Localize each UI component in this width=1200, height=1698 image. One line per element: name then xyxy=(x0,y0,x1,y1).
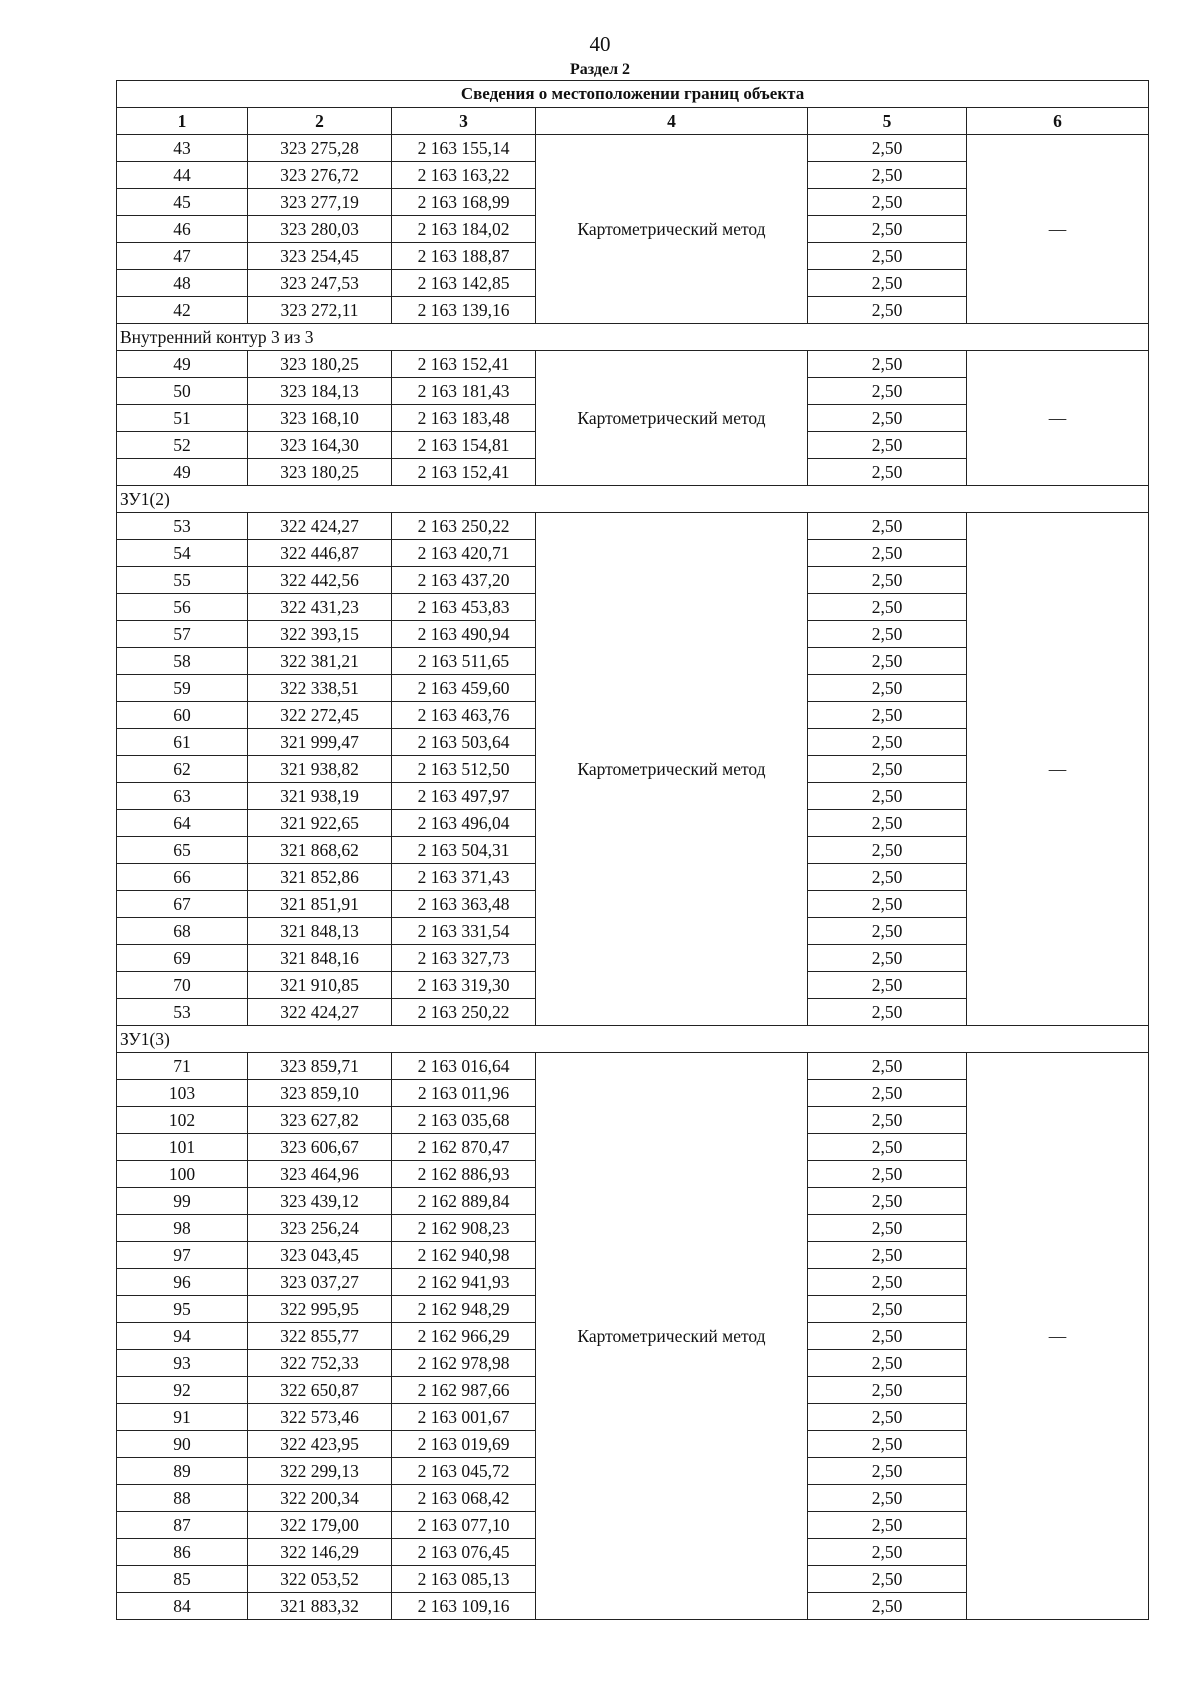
point-number-cell: 64 xyxy=(117,810,248,837)
accuracy-cell: 2,50 xyxy=(808,243,967,270)
x-coordinate-cell: 321 938,19 xyxy=(248,783,392,810)
accuracy-cell: 2,50 xyxy=(808,513,967,540)
y-coordinate-cell: 2 163 511,65 xyxy=(392,648,536,675)
x-coordinate-cell: 322 381,21 xyxy=(248,648,392,675)
y-coordinate-cell: 2 163 142,85 xyxy=(392,270,536,297)
x-coordinate-cell: 323 439,12 xyxy=(248,1188,392,1215)
x-coordinate-cell: 321 851,91 xyxy=(248,891,392,918)
point-number-cell: 97 xyxy=(117,1242,248,1269)
x-coordinate-cell: 321 868,62 xyxy=(248,837,392,864)
method-cell: Картометрический метод xyxy=(536,351,808,486)
x-coordinate-cell: 322 272,45 xyxy=(248,702,392,729)
x-coordinate-cell: 323 280,03 xyxy=(248,216,392,243)
y-coordinate-cell: 2 162 940,98 xyxy=(392,1242,536,1269)
x-coordinate-cell: 322 442,56 xyxy=(248,567,392,594)
x-coordinate-cell: 322 200,34 xyxy=(248,1485,392,1512)
y-coordinate-cell: 2 163 250,22 xyxy=(392,999,536,1026)
x-coordinate-cell: 322 855,77 xyxy=(248,1323,392,1350)
x-coordinate-cell: 321 910,85 xyxy=(248,972,392,999)
accuracy-cell: 2,50 xyxy=(808,1377,967,1404)
y-coordinate-cell: 2 163 497,97 xyxy=(392,783,536,810)
table-row xyxy=(117,135,1149,162)
y-coordinate-cell: 2 162 987,66 xyxy=(392,1377,536,1404)
accuracy-cell: 2,50 xyxy=(808,1134,967,1161)
accuracy-cell: 2,50 xyxy=(808,1242,967,1269)
y-coordinate-cell: 2 163 019,69 xyxy=(392,1431,536,1458)
x-coordinate-cell: 322 431,23 xyxy=(248,594,392,621)
x-coordinate-cell: 321 883,32 xyxy=(248,1593,392,1620)
accuracy-cell: 2,50 xyxy=(808,1431,967,1458)
accuracy-cell: 2,50 xyxy=(808,729,967,756)
x-coordinate-cell: 323 859,10 xyxy=(248,1080,392,1107)
point-number-cell: 51 xyxy=(117,405,248,432)
column-header-6: 6 xyxy=(967,108,1149,135)
accuracy-cell: 2,50 xyxy=(808,1539,967,1566)
point-number-cell: 49 xyxy=(117,459,248,486)
point-number-cell: 94 xyxy=(117,1323,248,1350)
accuracy-cell: 2,50 xyxy=(808,594,967,621)
point-number-cell: 99 xyxy=(117,1188,248,1215)
accuracy-cell: 2,50 xyxy=(808,1161,967,1188)
description-cell: — xyxy=(967,351,1149,486)
contour-label: ЗУ1(3) xyxy=(117,1026,1149,1053)
accuracy-cell: 2,50 xyxy=(808,945,967,972)
y-coordinate-cell: 2 163 331,54 xyxy=(392,918,536,945)
accuracy-cell: 2,50 xyxy=(808,918,967,945)
accuracy-cell: 2,50 xyxy=(808,1323,967,1350)
point-number-cell: 98 xyxy=(117,1215,248,1242)
column-header-4: 4 xyxy=(536,108,808,135)
x-coordinate-cell: 323 180,25 xyxy=(248,351,392,378)
point-number-cell: 66 xyxy=(117,864,248,891)
x-coordinate-cell: 322 752,33 xyxy=(248,1350,392,1377)
method-cell: Картометрический метод xyxy=(536,135,808,324)
accuracy-cell: 2,50 xyxy=(808,891,967,918)
y-coordinate-cell: 2 163 016,64 xyxy=(392,1053,536,1080)
y-coordinate-cell: 2 163 155,14 xyxy=(392,135,536,162)
column-header-5: 5 xyxy=(808,108,967,135)
y-coordinate-cell: 2 163 184,02 xyxy=(392,216,536,243)
page-number: 40 xyxy=(589,32,611,56)
accuracy-cell: 2,50 xyxy=(808,1350,967,1377)
accuracy-cell: 2,50 xyxy=(808,216,967,243)
accuracy-cell: 2,50 xyxy=(808,1404,967,1431)
x-coordinate-cell: 323 606,67 xyxy=(248,1134,392,1161)
y-coordinate-cell: 2 163 077,10 xyxy=(392,1512,536,1539)
accuracy-cell: 2,50 xyxy=(808,783,967,810)
x-coordinate-cell: 323 164,30 xyxy=(248,432,392,459)
point-number-cell: 63 xyxy=(117,783,248,810)
x-coordinate-cell: 323 168,10 xyxy=(248,405,392,432)
y-coordinate-cell: 2 163 327,73 xyxy=(392,945,536,972)
x-coordinate-cell: 321 938,82 xyxy=(248,756,392,783)
y-coordinate-cell: 2 163 168,99 xyxy=(392,189,536,216)
x-coordinate-cell: 323 275,28 xyxy=(248,135,392,162)
point-number-cell: 88 xyxy=(117,1485,248,1512)
y-coordinate-cell: 2 163 503,64 xyxy=(392,729,536,756)
point-number-cell: 103 xyxy=(117,1080,248,1107)
x-coordinate-cell: 323 859,71 xyxy=(248,1053,392,1080)
point-number-cell: 93 xyxy=(117,1350,248,1377)
x-coordinate-cell: 323 043,45 xyxy=(248,1242,392,1269)
column-header-row xyxy=(117,108,1149,135)
y-coordinate-cell: 2 163 371,43 xyxy=(392,864,536,891)
y-coordinate-cell: 2 163 512,50 xyxy=(392,756,536,783)
point-number-cell: 86 xyxy=(117,1539,248,1566)
method-cell: Картометрический метод xyxy=(536,1053,808,1620)
y-coordinate-cell: 2 163 319,30 xyxy=(392,972,536,999)
description-cell: — xyxy=(967,513,1149,1026)
x-coordinate-cell: 322 573,46 xyxy=(248,1404,392,1431)
accuracy-cell: 2,50 xyxy=(808,1215,967,1242)
x-coordinate-cell: 322 424,27 xyxy=(248,999,392,1026)
point-number-cell: 50 xyxy=(117,378,248,405)
y-coordinate-cell: 2 163 250,22 xyxy=(392,513,536,540)
x-coordinate-cell: 323 254,45 xyxy=(248,243,392,270)
x-coordinate-cell: 323 247,53 xyxy=(248,270,392,297)
boundary-coordinates-table xyxy=(116,80,1149,1620)
y-coordinate-cell: 2 163 490,94 xyxy=(392,621,536,648)
x-coordinate-cell: 323 272,11 xyxy=(248,297,392,324)
accuracy-cell: 2,50 xyxy=(808,621,967,648)
accuracy-cell: 2,50 xyxy=(808,1566,967,1593)
accuracy-cell: 2,50 xyxy=(808,1458,967,1485)
accuracy-cell: 2,50 xyxy=(808,1512,967,1539)
point-number-cell: 91 xyxy=(117,1404,248,1431)
point-number-cell: 70 xyxy=(117,972,248,999)
y-coordinate-cell: 2 163 085,13 xyxy=(392,1566,536,1593)
y-coordinate-cell: 2 162 941,93 xyxy=(392,1269,536,1296)
accuracy-cell: 2,50 xyxy=(808,810,967,837)
description-cell: — xyxy=(967,135,1149,324)
point-number-cell: 61 xyxy=(117,729,248,756)
x-coordinate-cell: 321 848,16 xyxy=(248,945,392,972)
point-number-cell: 44 xyxy=(117,162,248,189)
x-coordinate-cell: 322 393,15 xyxy=(248,621,392,648)
point-number-cell: 71 xyxy=(117,1053,248,1080)
x-coordinate-cell: 322 424,27 xyxy=(248,513,392,540)
accuracy-cell: 2,50 xyxy=(808,1080,967,1107)
y-coordinate-cell: 2 162 886,93 xyxy=(392,1161,536,1188)
point-number-cell: 49 xyxy=(117,351,248,378)
point-number-cell: 60 xyxy=(117,702,248,729)
y-coordinate-cell: 2 163 154,81 xyxy=(392,432,536,459)
x-coordinate-cell: 323 464,96 xyxy=(248,1161,392,1188)
point-number-cell: 47 xyxy=(117,243,248,270)
x-coordinate-cell: 321 848,13 xyxy=(248,918,392,945)
point-number-cell: 101 xyxy=(117,1134,248,1161)
point-number-cell: 89 xyxy=(117,1458,248,1485)
y-coordinate-cell: 2 163 504,31 xyxy=(392,837,536,864)
point-number-cell: 43 xyxy=(117,135,248,162)
x-coordinate-cell: 323 037,27 xyxy=(248,1269,392,1296)
point-number-cell: 42 xyxy=(117,297,248,324)
description-cell: — xyxy=(967,1053,1149,1620)
accuracy-cell: 2,50 xyxy=(808,1053,967,1080)
y-coordinate-cell: 2 163 496,04 xyxy=(392,810,536,837)
point-number-cell: 52 xyxy=(117,432,248,459)
x-coordinate-cell: 323 180,25 xyxy=(248,459,392,486)
x-coordinate-cell: 322 053,52 xyxy=(248,1566,392,1593)
x-coordinate-cell: 323 184,13 xyxy=(248,378,392,405)
accuracy-cell: 2,50 xyxy=(808,837,967,864)
accuracy-cell: 2,50 xyxy=(808,999,967,1026)
x-coordinate-cell: 323 276,72 xyxy=(248,162,392,189)
y-coordinate-cell: 2 163 183,48 xyxy=(392,405,536,432)
y-coordinate-cell: 2 163 437,20 xyxy=(392,567,536,594)
x-coordinate-cell: 321 922,65 xyxy=(248,810,392,837)
column-header-1: 1 xyxy=(117,108,248,135)
y-coordinate-cell: 2 163 459,60 xyxy=(392,675,536,702)
accuracy-cell: 2,50 xyxy=(808,405,967,432)
accuracy-cell: 2,50 xyxy=(808,702,967,729)
x-coordinate-cell: 322 179,00 xyxy=(248,1512,392,1539)
point-number-cell: 85 xyxy=(117,1566,248,1593)
point-number-cell: 45 xyxy=(117,189,248,216)
y-coordinate-cell: 2 163 045,72 xyxy=(392,1458,536,1485)
y-coordinate-cell: 2 163 152,41 xyxy=(392,351,536,378)
point-number-cell: 68 xyxy=(117,918,248,945)
accuracy-cell: 2,50 xyxy=(808,1296,967,1323)
point-number-cell: 67 xyxy=(117,891,248,918)
point-number-cell: 100 xyxy=(117,1161,248,1188)
x-coordinate-cell: 321 852,86 xyxy=(248,864,392,891)
y-coordinate-cell: 2 162 870,47 xyxy=(392,1134,536,1161)
point-number-cell: 84 xyxy=(117,1593,248,1620)
x-coordinate-cell: 321 999,47 xyxy=(248,729,392,756)
y-coordinate-cell: 2 162 908,23 xyxy=(392,1215,536,1242)
table-row xyxy=(117,351,1149,378)
x-coordinate-cell: 322 423,95 xyxy=(248,1431,392,1458)
point-number-cell: 57 xyxy=(117,621,248,648)
table-row xyxy=(117,513,1149,540)
point-number-cell: 48 xyxy=(117,270,248,297)
x-coordinate-cell: 322 446,87 xyxy=(248,540,392,567)
accuracy-cell: 2,50 xyxy=(808,459,967,486)
contour-label: ЗУ1(2) xyxy=(117,486,1149,513)
section-title: Раздел 2 xyxy=(569,61,631,78)
accuracy-cell: 2,50 xyxy=(808,567,967,594)
y-coordinate-cell: 2 162 978,98 xyxy=(392,1350,536,1377)
y-coordinate-cell: 2 163 152,41 xyxy=(392,459,536,486)
point-number-cell: 90 xyxy=(117,1431,248,1458)
contour-label-row xyxy=(117,1026,1149,1053)
accuracy-cell: 2,50 xyxy=(808,162,967,189)
table-title: Сведения о местоположении границ объекта xyxy=(117,81,1149,108)
accuracy-cell: 2,50 xyxy=(808,675,967,702)
accuracy-cell: 2,50 xyxy=(808,1188,967,1215)
y-coordinate-cell: 2 163 011,96 xyxy=(392,1080,536,1107)
point-number-cell: 59 xyxy=(117,675,248,702)
point-number-cell: 65 xyxy=(117,837,248,864)
accuracy-cell: 2,50 xyxy=(808,1269,967,1296)
point-number-cell: 58 xyxy=(117,648,248,675)
y-coordinate-cell: 2 163 109,16 xyxy=(392,1593,536,1620)
accuracy-cell: 2,50 xyxy=(808,432,967,459)
accuracy-cell: 2,50 xyxy=(808,135,967,162)
accuracy-cell: 2,50 xyxy=(808,756,967,783)
point-number-cell: 46 xyxy=(117,216,248,243)
accuracy-cell: 2,50 xyxy=(808,972,967,999)
x-coordinate-cell: 322 995,95 xyxy=(248,1296,392,1323)
point-number-cell: 102 xyxy=(117,1107,248,1134)
point-number-cell: 54 xyxy=(117,540,248,567)
y-coordinate-cell: 2 163 463,76 xyxy=(392,702,536,729)
accuracy-cell: 2,50 xyxy=(808,378,967,405)
point-number-cell: 56 xyxy=(117,594,248,621)
y-coordinate-cell: 2 163 035,68 xyxy=(392,1107,536,1134)
point-number-cell: 53 xyxy=(117,513,248,540)
y-coordinate-cell: 2 162 948,29 xyxy=(392,1296,536,1323)
x-coordinate-cell: 322 299,13 xyxy=(248,1458,392,1485)
x-coordinate-cell: 322 338,51 xyxy=(248,675,392,702)
contour-label-row xyxy=(117,486,1149,513)
x-coordinate-cell: 323 256,24 xyxy=(248,1215,392,1242)
point-number-cell: 95 xyxy=(117,1296,248,1323)
contour-label-row xyxy=(117,324,1149,351)
accuracy-cell: 2,50 xyxy=(808,270,967,297)
x-coordinate-cell: 323 627,82 xyxy=(248,1107,392,1134)
accuracy-cell: 2,50 xyxy=(808,1107,967,1134)
point-number-cell: 53 xyxy=(117,999,248,1026)
column-header-2: 2 xyxy=(248,108,392,135)
table-row xyxy=(117,1053,1149,1080)
column-header-3: 3 xyxy=(392,108,536,135)
method-cell: Картометрический метод xyxy=(536,513,808,1026)
x-coordinate-cell: 322 650,87 xyxy=(248,1377,392,1404)
y-coordinate-cell: 2 163 001,67 xyxy=(392,1404,536,1431)
point-number-cell: 92 xyxy=(117,1377,248,1404)
y-coordinate-cell: 2 163 453,83 xyxy=(392,594,536,621)
y-coordinate-cell: 2 163 363,48 xyxy=(392,891,536,918)
accuracy-cell: 2,50 xyxy=(808,297,967,324)
y-coordinate-cell: 2 163 181,43 xyxy=(392,378,536,405)
y-coordinate-cell: 2 162 889,84 xyxy=(392,1188,536,1215)
table-body xyxy=(117,135,1149,1620)
accuracy-cell: 2,50 xyxy=(808,1485,967,1512)
accuracy-cell: 2,50 xyxy=(808,351,967,378)
point-number-cell: 96 xyxy=(117,1269,248,1296)
y-coordinate-cell: 2 163 188,87 xyxy=(392,243,536,270)
accuracy-cell: 2,50 xyxy=(808,540,967,567)
x-coordinate-cell: 323 277,19 xyxy=(248,189,392,216)
contour-label: Внутренний контур 3 из 3 xyxy=(117,324,1149,351)
accuracy-cell: 2,50 xyxy=(808,864,967,891)
y-coordinate-cell: 2 162 966,29 xyxy=(392,1323,536,1350)
y-coordinate-cell: 2 163 420,71 xyxy=(392,540,536,567)
accuracy-cell: 2,50 xyxy=(808,648,967,675)
y-coordinate-cell: 2 163 068,42 xyxy=(392,1485,536,1512)
y-coordinate-cell: 2 163 139,16 xyxy=(392,297,536,324)
x-coordinate-cell: 322 146,29 xyxy=(248,1539,392,1566)
accuracy-cell: 2,50 xyxy=(808,189,967,216)
y-coordinate-cell: 2 163 076,45 xyxy=(392,1539,536,1566)
point-number-cell: 87 xyxy=(117,1512,248,1539)
point-number-cell: 55 xyxy=(117,567,248,594)
point-number-cell: 69 xyxy=(117,945,248,972)
y-coordinate-cell: 2 163 163,22 xyxy=(392,162,536,189)
point-number-cell: 62 xyxy=(117,756,248,783)
accuracy-cell: 2,50 xyxy=(808,1593,967,1620)
